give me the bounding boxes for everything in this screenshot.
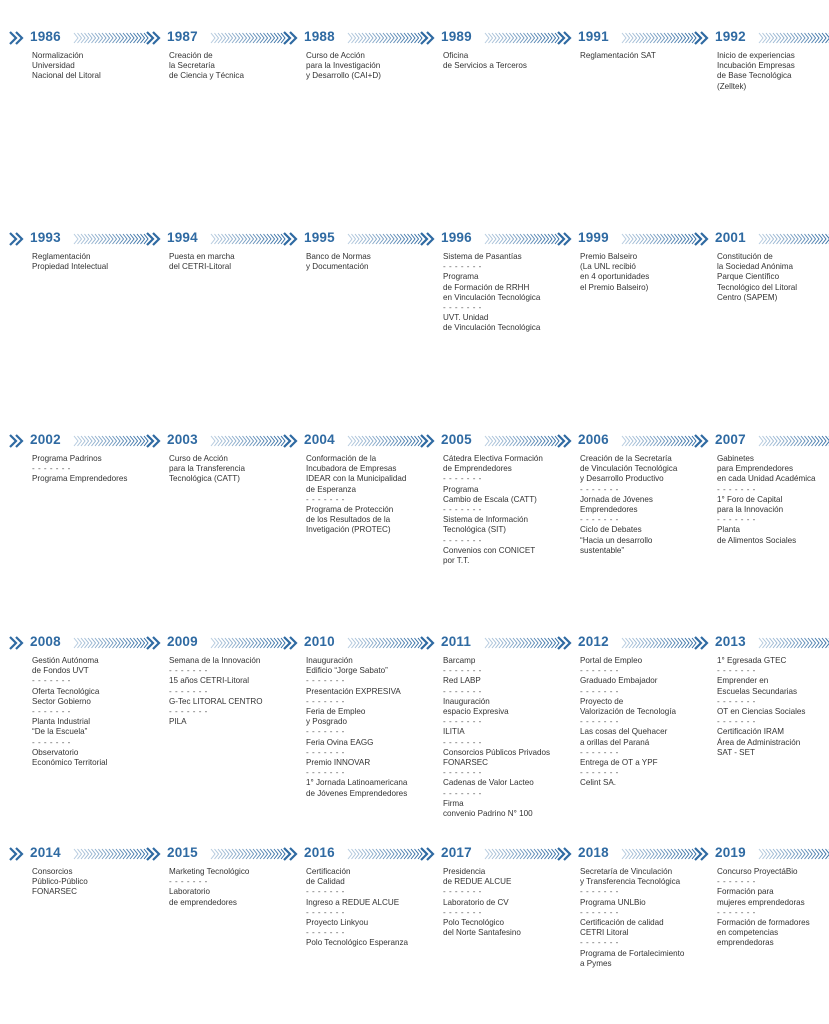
timeline-entry: [695, 632, 829, 758]
dashed-separator: - - - - - - -: [169, 707, 208, 717]
timeline-entry: [10, 632, 146, 768]
milestone-list: [306, 252, 422, 272]
milestone-text: Formación de formadores en competencias emprendedoras: [717, 918, 810, 948]
milestone-list: [32, 867, 148, 898]
milestone-text: Emprender en Escuelas Secundarias: [717, 676, 798, 696]
milestone-text: OT en Ciencias Sociales: [717, 707, 806, 717]
milestone-list: [580, 51, 696, 61]
milestone-list: [169, 656, 285, 727]
year-label: 2017: [441, 843, 476, 863]
timeline-entry: [284, 632, 420, 799]
year-label: 1992: [715, 27, 750, 47]
year-header: [147, 228, 283, 250]
year-header: [421, 27, 557, 49]
year-label: 2019: [715, 843, 750, 863]
milestone-text: Marketing Tecnológico: [169, 867, 250, 876]
year-header: [558, 632, 694, 654]
milestone-text: Feria Ovina EAGG: [306, 737, 374, 747]
milestone-list: [306, 51, 422, 82]
year-label: 2011: [441, 632, 475, 652]
year-header: [284, 228, 420, 250]
year-label: 1996: [441, 228, 476, 248]
milestone-text: Gabinetes para Emprendedores en cada Unidad Académica: [717, 454, 816, 484]
milestone-text: Programa de Formación de RRHH en Vinculación Tecnológica: [443, 272, 541, 302]
dashed-separator: - - - - - - -: [717, 907, 756, 917]
milestone-text: Oferta Tecnológica Sector Gobierno: [32, 686, 100, 706]
timeline-entry: [10, 228, 146, 272]
milestone-text: Semana de la Innovación: [169, 656, 261, 665]
dashed-separator: - - - - - - -: [580, 666, 619, 676]
year-header: [421, 228, 557, 250]
timeline-entry: [147, 27, 283, 82]
milestone-text: Consorcios Público-Público FONARSEC: [32, 867, 88, 897]
dashed-separator: - - - - - - -: [717, 696, 756, 706]
milestone-text: Ciclo de Debates “Hacia un desarrollo sustentable”: [580, 525, 653, 555]
year-label: 1988: [304, 27, 339, 47]
milestone-list: [32, 51, 148, 82]
milestone-text: Graduado Embajador: [580, 676, 658, 686]
year-label: 2008: [30, 632, 65, 652]
milestone-list: [443, 454, 559, 566]
timeline-entry: [284, 843, 420, 949]
milestone-text: Premio Balseiro (La UNL recibió en 4 oportunidades el Premio Balseiro): [580, 252, 650, 292]
year-label: 1991: [578, 27, 613, 47]
milestone-text: Constitución de la Sociedad Anónima Parque Científico Tecnológico del Litoral Centro (SAPEM): [717, 252, 798, 302]
milestone-text: Presidencia de REDUE ALCUE: [443, 867, 512, 887]
timeline-entry: [421, 27, 557, 71]
milestone-text: Premio INNOVAR: [306, 758, 371, 768]
milestone-text: Consorcios Públicos Privados FONARSEC: [443, 747, 551, 768]
milestone-list: [169, 454, 285, 485]
milestone-text: Creación de la Secretaría de Ciencia y Técnica: [169, 51, 244, 81]
milestone-text: ILITIA: [443, 727, 465, 737]
milestone-text: Cátedra Electiva Formación de Emprendedores: [443, 454, 543, 474]
dashed-separator: - - - - - - -: [306, 907, 345, 917]
milestone-text: Inicio de experiencias Incubación Empresas de Base Tecnológica (Zelltek): [717, 51, 795, 91]
year-label: 2009: [167, 632, 202, 652]
dashed-separator: - - - - - - -: [32, 707, 71, 717]
milestone-text: Programa UNLBio: [580, 897, 646, 907]
year-header: [10, 27, 146, 49]
milestone-text: Programa de Fortalecimiento a Pymes: [580, 948, 685, 968]
milestone-text: Las cosas del Quehacer a orillas del Paraná: [580, 727, 668, 747]
timeline-entry: [558, 843, 694, 969]
year-label: 2012: [578, 632, 613, 652]
year-header: [284, 27, 420, 49]
timeline-entry: [421, 843, 557, 938]
dashed-separator: - - - - - - -: [306, 747, 345, 757]
milestone-list: [169, 252, 285, 272]
dashed-separator: - - - - - - -: [306, 696, 345, 706]
milestone-text: Entrega de OT a YPF: [580, 758, 658, 768]
year-header: [421, 632, 557, 654]
milestone-list: [443, 656, 559, 819]
milestone-text: Certificación de calidad CETRI Litoral: [580, 918, 664, 938]
year-header: [558, 843, 694, 865]
year-header: [421, 843, 557, 865]
milestone-text: Planta de Alimentos Sociales: [717, 525, 797, 545]
dashed-separator: - - - - - - -: [443, 768, 482, 778]
dashed-separator: - - - - - - -: [169, 877, 208, 887]
milestone-text: Curso de Acción para la Transferencia Tecnológica (CATT): [169, 454, 246, 484]
year-header: [695, 632, 829, 654]
dashed-separator: - - - - - - -: [443, 907, 482, 917]
milestone-text: Observatorio Económico Territorial: [32, 747, 108, 768]
milestone-text: PILA: [169, 717, 187, 727]
year-header: [147, 27, 283, 49]
milestone-list: [580, 656, 696, 789]
timeline-entry: [147, 632, 283, 727]
year-header: [695, 843, 829, 865]
year-header: [10, 430, 146, 452]
milestone-list: [443, 867, 559, 938]
year-header: [421, 430, 557, 452]
milestone-list: [443, 51, 559, 71]
timeline-entry: [558, 27, 694, 61]
timeline-entry: [284, 27, 420, 82]
dashed-separator: - - - - - - -: [306, 768, 345, 778]
dashed-separator: - - - - - - -: [306, 887, 345, 897]
timeline-entry: [10, 27, 146, 82]
milestone-text: Programa Padrinos: [32, 454, 102, 463]
year-label: 2013: [715, 632, 750, 652]
milestone-text: Concurso ProyectáBio: [717, 867, 798, 876]
milestone-text: Reglamentación Propiedad Intelectual: [32, 252, 109, 272]
timeline-entry: [147, 228, 283, 272]
timeline-entry: [695, 27, 829, 92]
year-label: 2001: [715, 228, 750, 248]
year-label: 1994: [167, 228, 202, 248]
milestone-text: Firma convenio Padrino N° 100: [443, 798, 533, 819]
milestone-text: G-Tec LITORAL CENTRO: [169, 696, 263, 706]
milestone-text: 1° Jornada Latinoamericana de Jóvenes Emprendedores: [306, 778, 408, 798]
milestone-text: Jornada de Jóvenes Emprendedores: [580, 494, 653, 515]
dashed-separator: - - - - - - -: [443, 535, 482, 545]
dashed-separator: - - - - - - -: [443, 887, 482, 897]
milestone-text: Celint SA.: [580, 778, 616, 788]
milestone-list: [717, 252, 829, 303]
milestone-text: 1° Foro de Capital para la Innovación: [717, 494, 784, 515]
timeline-entry: [284, 430, 420, 536]
milestone-text: Convenios con CONICET por T.T.: [443, 545, 536, 566]
timeline-entry: [558, 430, 694, 556]
dashed-separator: - - - - - - -: [443, 686, 482, 696]
milestone-list: [717, 656, 829, 758]
year-header: [147, 430, 283, 452]
year-header: [10, 632, 146, 654]
milestone-list: [580, 867, 696, 969]
year-label: 1986: [30, 27, 65, 47]
dashed-separator: - - - - - - -: [717, 717, 756, 727]
milestone-list: [169, 867, 285, 908]
dashed-separator: - - - - - - -: [717, 877, 756, 887]
year-label: 2004: [304, 430, 339, 450]
milestone-list: [169, 51, 285, 82]
dashed-separator: - - - - - - -: [580, 747, 619, 757]
year-label: 2010: [304, 632, 339, 652]
milestone-text: Curso de Acción para la Investigación y Desarrollo (CAI+D): [306, 51, 381, 81]
milestone-text: Inauguración Edificio “Jorge Sabato”: [306, 656, 388, 676]
milestone-list: [443, 252, 559, 334]
year-header: [558, 228, 694, 250]
dashed-separator: - - - - - - -: [443, 262, 482, 272]
timeline-entry: [421, 430, 557, 566]
milestone-list: [32, 656, 148, 768]
milestone-text: Polo Tecnológico Esperanza: [306, 938, 408, 948]
milestone-text: Normalización Universidad Nacional del Litoral: [32, 51, 101, 81]
dashed-separator: - - - - - - -: [32, 737, 71, 747]
dashed-separator: - - - - - - -: [580, 938, 619, 948]
dashed-separator: - - - - - - -: [580, 768, 619, 778]
timeline-entry: [147, 430, 283, 485]
timeline-entry: [10, 430, 146, 485]
year-label: 2007: [715, 430, 750, 450]
year-label: 2016: [304, 843, 339, 863]
milestone-text: Reglamentación SAT: [580, 51, 656, 60]
milestone-list: [306, 454, 422, 536]
milestone-text: UVT. Unidad de Vinculación Tecnológica: [443, 313, 541, 333]
dashed-separator: - - - - - - -: [306, 928, 345, 938]
milestone-list: [32, 252, 148, 272]
dashed-separator: - - - - - - -: [580, 515, 619, 525]
year-label: 1999: [578, 228, 613, 248]
year-header: [695, 228, 829, 250]
milestone-text: Polo Tecnológico del Norte Santafesino: [443, 918, 521, 938]
dashed-separator: - - - - - - -: [580, 907, 619, 917]
milestone-text: Programa de Protección de los Resultados de la Invetigación (PROTEC): [306, 505, 394, 535]
timeline-entry: [284, 228, 420, 272]
dashed-separator: - - - - - - -: [717, 515, 756, 525]
milestone-text: Cadenas de Valor Lacteo: [443, 778, 534, 788]
milestone-list: [306, 656, 422, 799]
year-header: [558, 430, 694, 452]
timeline-entry: [421, 632, 557, 819]
dashed-separator: - - - - - - -: [443, 505, 482, 515]
milestone-text: Gestión Autónoma de Fondos UVT: [32, 656, 99, 676]
milestone-text: 1° Egresada GTEC: [717, 656, 787, 665]
timeline-entry: [558, 632, 694, 789]
year-header: [284, 843, 420, 865]
dashed-separator: - - - - - - -: [580, 887, 619, 897]
milestone-text: 15 años CETRI-Litoral: [169, 676, 250, 686]
milestone-text: Programa Cambio de Escala (CATT): [443, 484, 537, 504]
dashed-separator: - - - - - - -: [32, 676, 71, 686]
timeline-entry: [695, 228, 829, 303]
year-header: [284, 632, 420, 654]
year-label: 2014: [30, 843, 65, 863]
year-label: 2018: [578, 843, 613, 863]
dashed-separator: - - - - - - -: [443, 737, 482, 747]
year-header: [10, 228, 146, 250]
milestone-text: Secretaría de Vinculación y Transferencia Tecnológica: [580, 867, 681, 887]
dashed-separator: - - - - - - -: [443, 666, 482, 676]
milestone-text: Banco de Normas y Documentación: [306, 252, 371, 272]
milestone-text: Programa Emprendedores: [32, 474, 128, 484]
milestone-list: [717, 867, 829, 949]
dashed-separator: - - - - - - -: [306, 494, 345, 504]
year-header: [558, 27, 694, 49]
year-header: [10, 843, 146, 865]
year-label: 1995: [304, 228, 339, 248]
year-header: [284, 430, 420, 452]
milestone-text: Puesta en marcha del CETRI-Litoral: [169, 252, 235, 272]
milestone-text: Inauguración espacio Expresiva: [443, 696, 509, 717]
dashed-separator: - - - - - - -: [717, 666, 756, 676]
year-header: [147, 632, 283, 654]
dashed-separator: - - - - - - -: [306, 727, 345, 737]
dashed-separator: - - - - - - -: [443, 788, 482, 798]
dashed-separator: - - - - - - -: [306, 676, 345, 686]
milestone-list: [32, 454, 148, 485]
milestone-text: Oficina de Servicios a Terceros: [443, 51, 527, 71]
year-label: 1987: [167, 27, 202, 47]
dashed-separator: - - - - - - -: [443, 303, 482, 313]
timeline-entry: [10, 843, 146, 898]
year-label: 1989: [441, 27, 476, 47]
milestone-list: [580, 454, 696, 556]
milestone-list: [717, 454, 829, 546]
milestone-text: Laboratorio de emprendedores: [169, 887, 237, 907]
timeline-entry: [558, 228, 694, 293]
milestone-text: Proyecto de Valorización de Tecnología: [580, 696, 676, 717]
year-header: [147, 843, 283, 865]
dashed-separator: - - - - - - -: [580, 686, 619, 696]
year-label: 2006: [578, 430, 613, 450]
milestone-text: Proyecto Linkyou: [306, 918, 369, 928]
milestone-text: Feria de Empleo y Posgrado: [306, 707, 366, 727]
milestone-list: [580, 252, 696, 293]
milestone-text: Conformación de la Incubadora de Empresas IDEAR con la Municipalidad de Esperanza: [306, 454, 407, 494]
milestone-text: Barcamp: [443, 656, 476, 665]
dashed-separator: - - - - - - -: [443, 474, 482, 484]
timeline-entry: [695, 843, 829, 949]
milestone-text: Planta Industrial “De la Escuela”: [32, 717, 91, 737]
milestone-list: [717, 51, 829, 92]
dashed-separator: - - - - - - -: [717, 484, 756, 494]
milestone-text: Laboratorio de CV: [443, 897, 509, 907]
year-header: [695, 430, 829, 452]
year-header: [695, 27, 829, 49]
year-label: 1993: [30, 228, 65, 248]
dashed-separator: - - - - - - -: [169, 686, 208, 696]
milestone-text: Creación de la Secretaría de Vinculación Tecnológica y Desarrollo Productivo: [580, 454, 678, 484]
milestone-text: Ingreso a REDUE ALCUE: [306, 897, 400, 907]
year-label: 2003: [167, 430, 202, 450]
milestone-text: Certificación de Calidad: [306, 867, 351, 887]
milestone-text: Portal de Empleo: [580, 656, 643, 665]
year-label: 2002: [30, 430, 65, 450]
timeline-entry: [421, 228, 557, 334]
year-label: 2015: [167, 843, 202, 863]
dashed-separator: - - - - - - -: [580, 717, 619, 727]
dashed-separator: - - - - - - -: [32, 464, 71, 474]
year-label: 2005: [441, 430, 476, 450]
milestone-text: Red LABP: [443, 676, 481, 686]
milestone-text: Presentación EXPRESIVA: [306, 686, 401, 696]
milestone-text: Sistema de Pasantías: [443, 252, 522, 261]
timeline-entry: [147, 843, 283, 908]
dashed-separator: - - - - - - -: [443, 717, 482, 727]
milestone-text: Certificación IRAM Área de Administración SAT - SET: [717, 727, 801, 757]
dashed-separator: - - - - - - -: [169, 666, 208, 676]
milestone-text: Sistema de Información Tecnológica (SIT): [443, 515, 529, 535]
dashed-separator: - - - - - - -: [580, 484, 619, 494]
milestone-list: [306, 867, 422, 949]
timeline-entry: [695, 430, 829, 546]
milestone-text: Formación para mujeres emprendedoras: [717, 887, 805, 907]
